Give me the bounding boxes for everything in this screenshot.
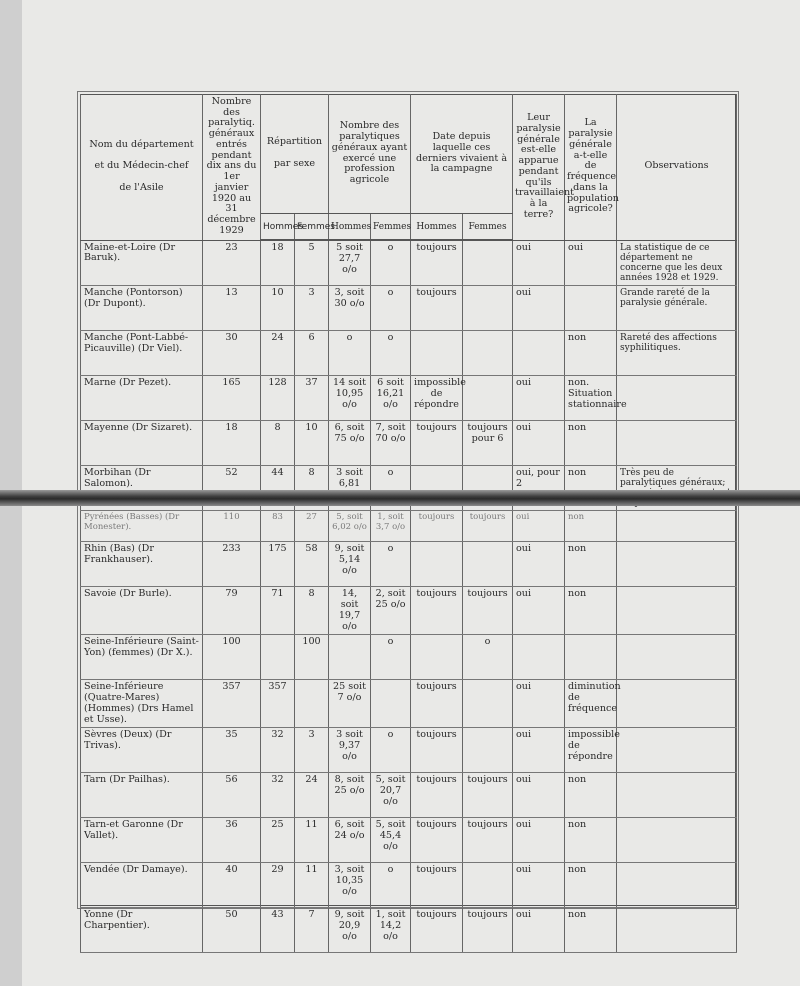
cell-dh: impossible de répondre [411, 376, 463, 421]
table-row [81, 331, 737, 376]
census-table [80, 94, 737, 953]
cell-obs: Rareté des affections syphilitiques. [617, 331, 737, 376]
cell-dh: toujours [411, 908, 463, 953]
cell-df: toujours [463, 908, 513, 953]
cell-dept: Seine-Inférieure (Quatre-Mares) (Hommes) (Drs Hamel et Usse). [81, 680, 203, 728]
cell-h: 10 [261, 286, 295, 331]
table-row [81, 587, 737, 635]
table-row [81, 635, 737, 680]
cell-dh [411, 635, 463, 680]
cell-h: 83 [261, 511, 295, 542]
cell-total: 18 [203, 421, 261, 466]
cell-f [295, 680, 329, 728]
cell-agh: 25 soit 7 o/o [329, 680, 371, 728]
cell-df [463, 331, 513, 376]
cell-f: 27 [295, 511, 329, 542]
cell-obs [617, 421, 737, 466]
cell-freq: non [565, 331, 617, 376]
table-row [81, 240, 737, 286]
cell-f: 5 [295, 240, 329, 286]
cell-h: 29 [261, 863, 295, 908]
cell-freq [565, 635, 617, 680]
cell-f: 10 [295, 421, 329, 466]
cell-total: 52 [203, 466, 261, 511]
subheader-hommes-rep: Hommes [261, 214, 295, 240]
cell-agf: o [371, 466, 411, 511]
cell-dh: toujours [411, 286, 463, 331]
cell-dh: toujours [411, 773, 463, 818]
cell-agh: 14, soit 19,7 o/o [329, 587, 371, 635]
cell-h: 18 [261, 240, 295, 286]
table-row-partial [81, 511, 737, 542]
cell-agh: 8, soit 25 o/o [329, 773, 371, 818]
cell-terre [513, 331, 565, 376]
cell-f: 100 [295, 635, 329, 680]
cell-obs [617, 542, 737, 587]
cell-obs [617, 635, 737, 680]
cell-h: 357 [261, 680, 295, 728]
cell-dept: Mayenne (Dr Sizaret). [81, 421, 203, 466]
cell-terre: oui [513, 908, 565, 953]
cell-h: 25 [261, 818, 295, 863]
cell-h: 71 [261, 587, 295, 635]
header-frequence: La paralysie générale a-t-elle de fréquence dans la population agricole? [565, 94, 617, 240]
cell-agh: 9, soit 20,9 o/o [329, 908, 371, 953]
subheader-hommes-agr: Hommes [329, 214, 371, 240]
cell-agh [329, 635, 371, 680]
subheader-femmes-agr: Femmes [371, 214, 411, 240]
cell-f: 6 [295, 331, 329, 376]
table-row [81, 286, 737, 331]
cell-f: 37 [295, 376, 329, 421]
header-row [81, 94, 737, 214]
header-observations: Observations [617, 94, 737, 240]
header-date: Date depuis laquelle ces derniers vivaient à la campagne [411, 94, 513, 214]
header-agricole: Nombre des paralytiques généraux ayant exercé une profession agricole [329, 94, 411, 214]
cell-f: 11 [295, 863, 329, 908]
cell-agh: 14 soit 10,95 o/o [329, 376, 371, 421]
cell-obs [617, 511, 737, 542]
cell-freq: impossible de répondre [565, 728, 617, 773]
cell-obs [617, 376, 737, 421]
cell-h [261, 635, 295, 680]
cell-dept: Savoie (Dr Burle). [81, 587, 203, 635]
cell-agf: 6 soit 16,21 o/o [371, 376, 411, 421]
cell-total: 50 [203, 908, 261, 953]
cell-dh: toujours [411, 587, 463, 635]
cell-total: 79 [203, 587, 261, 635]
cell-df [463, 863, 513, 908]
header-total: Nombre des paralytiq. généraux entrés pendant dix ans du 1er janvier 1920 au 31 décembre 1929 [203, 94, 261, 240]
cell-dept: Pyrénées (Basses) (Dr Monester). [81, 511, 203, 542]
cell-obs [617, 773, 737, 818]
cell-terre: oui [513, 587, 565, 635]
cell-obs: La statistique de ce département ne concerne que les deux années 1928 et 1929. [617, 240, 737, 286]
cell-total: 40 [203, 863, 261, 908]
cell-terre: oui [513, 286, 565, 331]
subheader-hommes-date: Hommes [411, 214, 463, 240]
cell-h: 175 [261, 542, 295, 587]
cell-h: 128 [261, 376, 295, 421]
cell-dept: Vendée (Dr Damaye). [81, 863, 203, 908]
table-row [81, 421, 737, 466]
cell-df: o [463, 635, 513, 680]
cell-h: 8 [261, 421, 295, 466]
cell-freq: oui [565, 240, 617, 286]
cell-dept: Tarn-et Garonne (Dr Vallet). [81, 818, 203, 863]
cell-total: 233 [203, 542, 261, 587]
cell-agf: 7, soit 70 o/o [371, 421, 411, 466]
page-fold [0, 490, 800, 506]
cell-agf: o [371, 286, 411, 331]
cell-total: 100 [203, 635, 261, 680]
cell-f: 8 [295, 587, 329, 635]
cell-agh: 5, soit 6,02 o/o [329, 511, 371, 542]
cell-dh: toujours [411, 240, 463, 286]
header-terre: Leur paralysie générale est-elle apparue pendant qu'ils travaillaient à la terre? [513, 94, 565, 240]
cell-freq: non [565, 908, 617, 953]
cell-freq: non [565, 863, 617, 908]
cell-total: 30 [203, 331, 261, 376]
cell-terre: oui [513, 240, 565, 286]
table-row [81, 728, 737, 773]
cell-dept: Rhin (Bas) (Dr Frankhauser). [81, 542, 203, 587]
cell-terre: oui [513, 542, 565, 587]
cell-f: 58 [295, 542, 329, 587]
cell-total: 165 [203, 376, 261, 421]
cell-agf: 2, soit 25 o/o [371, 587, 411, 635]
cell-df: toujours [463, 773, 513, 818]
table-row [81, 542, 737, 587]
subheader-femmes-date: Femmes [463, 214, 513, 240]
cell-terre: oui [513, 818, 565, 863]
cell-agh: 3 soit 9,37 o/o [329, 728, 371, 773]
cell-obs: Très peu de paralytiques généraux; [617, 466, 737, 511]
cell-f: 11 [295, 818, 329, 863]
cell-df [463, 376, 513, 421]
cell-df [463, 542, 513, 587]
cell-terre: oui [513, 728, 565, 773]
cell-freq: non [565, 587, 617, 635]
cell-agh: 5 soit 27,7 o/o [329, 240, 371, 286]
cell-h: 43 [261, 908, 295, 953]
cell-agf: 5, soit 20,7 o/o [371, 773, 411, 818]
cell-h: 32 [261, 728, 295, 773]
cell-freq: non [565, 818, 617, 863]
cell-freq: non. Situation stationnaire [565, 376, 617, 421]
cell-df [463, 240, 513, 286]
cell-dept: Tarn (Dr Pailhas). [81, 773, 203, 818]
cell-agf: o [371, 863, 411, 908]
cell-total: 35 [203, 728, 261, 773]
cell-dh: toujours [411, 728, 463, 773]
cell-dept: Maine-et-Loire (Dr Baruk). [81, 240, 203, 286]
cell-freq: non [565, 773, 617, 818]
cell-f: 24 [295, 773, 329, 818]
cell-df: toujours [463, 511, 513, 542]
table-row [81, 818, 737, 863]
cell-agh: 6, soit 75 o/o [329, 421, 371, 466]
cell-dh [411, 331, 463, 376]
cell-agf: o [371, 331, 411, 376]
cell-freq [565, 286, 617, 331]
header-repartition: Répartition par sexe [261, 94, 329, 214]
cell-total: 56 [203, 773, 261, 818]
cell-agh: o [329, 331, 371, 376]
cell-total: 110 [203, 511, 261, 542]
cell-agh: 6, soit 24 o/o [329, 818, 371, 863]
cell-dept: Morbihan (Dr Salomon). [81, 466, 203, 511]
cell-obs: Grande rareté de la paralysie générale. [617, 286, 737, 331]
cell-obs [617, 908, 737, 953]
cell-f: 3 [295, 728, 329, 773]
cell-terre: oui, pour 2 [513, 466, 565, 511]
cell-dh: toujours [411, 680, 463, 728]
cell-dh: toujours [411, 511, 463, 542]
cell-freq: non [565, 542, 617, 587]
cell-freq: non [565, 421, 617, 466]
table-row [81, 863, 737, 908]
cell-agh: 3 soit 6,81 [329, 466, 371, 511]
cell-f: 3 [295, 286, 329, 331]
cell-df: toujours pour 6 [463, 421, 513, 466]
cell-obs [617, 587, 737, 635]
cell-dept: Manche (Pont-Labbé-Picauville) (Dr Viel). [81, 331, 203, 376]
cell-df [463, 680, 513, 728]
cell-dh: toujours [411, 818, 463, 863]
cell-agf: o [371, 635, 411, 680]
cell-dept: Manche (Pontorson) (Dr Dupont). [81, 286, 203, 331]
cell-obs [617, 863, 737, 908]
cell-df [463, 286, 513, 331]
cell-agf [371, 680, 411, 728]
cell-total: 23 [203, 240, 261, 286]
cell-agh: 3, soit 30 o/o [329, 286, 371, 331]
cell-terre: oui [513, 863, 565, 908]
cell-agh: 9, soit 5,14 o/o [329, 542, 371, 587]
table-row [81, 773, 737, 818]
cell-agf: 5, soit 45,4 o/o [371, 818, 411, 863]
cell-agh: 3, soit 10,35 o/o [329, 863, 371, 908]
cell-terre: oui [513, 511, 565, 542]
cell-dept: Seine-Inférieure (Saint-Yon) (femmes) (Dr X.). [81, 635, 203, 680]
cell-agf: o [371, 240, 411, 286]
cell-obs [617, 818, 737, 863]
cell-total: 36 [203, 818, 261, 863]
header-dept: Nom du département et du Médecin-chef de l'Asile [81, 94, 203, 240]
cell-total: 357 [203, 680, 261, 728]
cell-agf: 1, soit 14,2 o/o [371, 908, 411, 953]
cell-df [463, 728, 513, 773]
cell-f: 8 [295, 466, 329, 511]
subheader-femmes-rep: Femmes [295, 214, 329, 240]
cell-dh: toujours [411, 421, 463, 466]
cell-agf: 1, soit 3,7 o/o [371, 511, 411, 542]
cell-h: 24 [261, 331, 295, 376]
cell-freq: non [565, 511, 617, 542]
cell-h: 44 [261, 466, 295, 511]
cell-terre: oui [513, 421, 565, 466]
cell-df: toujours [463, 587, 513, 635]
cell-terre: oui [513, 376, 565, 421]
cell-obs [617, 680, 737, 728]
cell-dept: Marne (Dr Pezet). [81, 376, 203, 421]
cell-terre: oui [513, 680, 565, 728]
cell-obs [617, 728, 737, 773]
cell-terre: oui [513, 773, 565, 818]
cell-dh [411, 542, 463, 587]
table-row [81, 376, 737, 421]
cell-dept: Sèvres (Deux) (Dr Trivas). [81, 728, 203, 773]
cell-terre [513, 635, 565, 680]
cell-df: toujours [463, 818, 513, 863]
cell-total: 13 [203, 286, 261, 331]
cell-h: 32 [261, 773, 295, 818]
cell-dh: toujours [411, 863, 463, 908]
cell-dept: Yonne (Dr Charpentier). [81, 908, 203, 953]
cell-agf: o [371, 728, 411, 773]
table-row [81, 680, 737, 728]
cell-freq: non [565, 466, 617, 511]
cell-agf: o [371, 542, 411, 587]
cell-freq: diminution de fréquence [565, 680, 617, 728]
cell-f: 7 [295, 908, 329, 953]
table-row [81, 908, 737, 953]
